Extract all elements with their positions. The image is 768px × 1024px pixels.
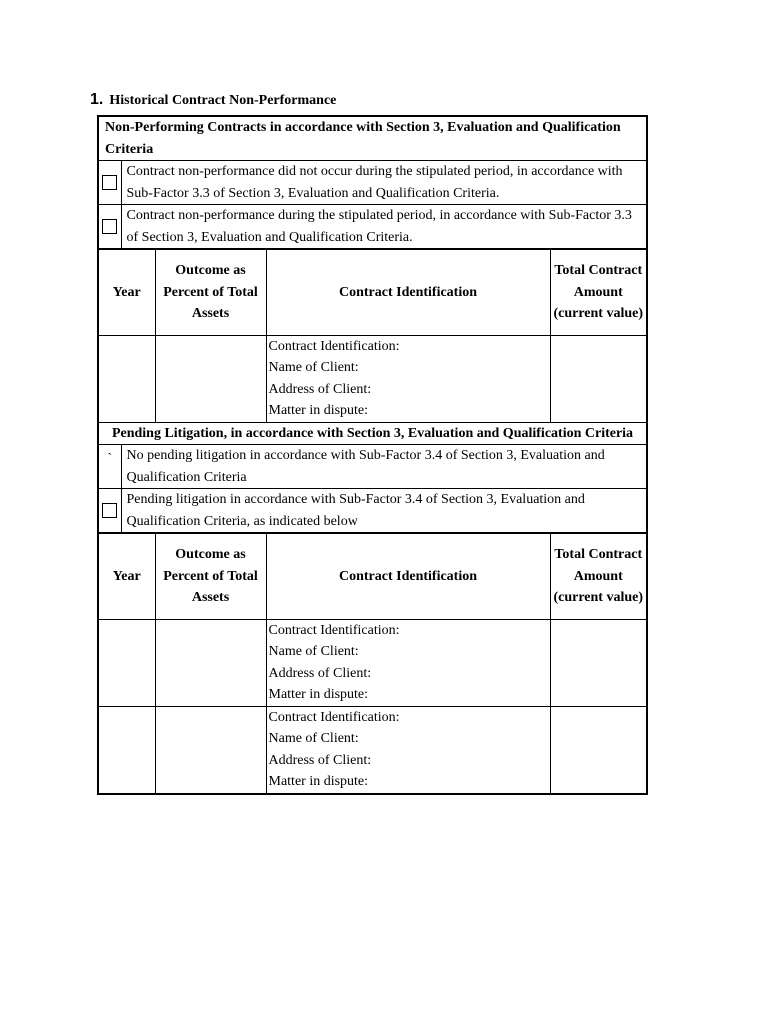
section-number: 1. bbox=[90, 91, 104, 108]
pending-litigation-title-row bbox=[98, 422, 647, 445]
non-performance-occurred-checkbox[interactable] bbox=[102, 219, 117, 234]
total-amount-cell[interactable] bbox=[550, 619, 647, 706]
option-marker: ` bbox=[107, 450, 112, 465]
contract-identification-label: Contract Identification: bbox=[268, 709, 400, 725]
year-cell[interactable] bbox=[98, 619, 155, 706]
outcome-header: Outcome as Percent of Total Assets bbox=[155, 249, 266, 335]
non-performing-title-row bbox=[98, 116, 647, 161]
pending-litigation-text: Pending litigation in accordance with Sub-Factor 3.4 of Section 3, Evaluation and Qualification Criteria, as indicated below bbox=[121, 489, 647, 534]
total-contract-amount-header: Total Contract Amount (current value) bbox=[550, 533, 647, 619]
name-of-client-label: Name of Client: bbox=[268, 644, 359, 659]
option-checkbox-cell bbox=[98, 161, 121, 205]
contract-identification-header: Contract Identification bbox=[266, 533, 550, 619]
table-header-row bbox=[98, 249, 647, 335]
contract-identification-cell[interactable] bbox=[266, 335, 550, 422]
pending-litigation-option-row bbox=[98, 489, 647, 534]
address-of-client-label: Address of Client: bbox=[268, 752, 372, 768]
non-performance-occurred-text: Contract non-performance during the stipulated period, in accordance with Sub-Factor 3.3 of Section 3, Evaluation and Qualification Criteria. bbox=[121, 205, 647, 250]
non-performing-title: Non-Performing Contracts in accordance with Section 3, Evaluation and Qualification Criteria bbox=[98, 116, 647, 161]
address-of-client-label: Address of Client: bbox=[268, 381, 372, 397]
contract-identification-cell[interactable] bbox=[266, 619, 550, 706]
non-performing-option-row bbox=[98, 205, 647, 250]
outcome-cell[interactable] bbox=[155, 706, 266, 794]
non-performance-did-not-occur-checkbox[interactable] bbox=[102, 175, 117, 190]
outcome-cell[interactable] bbox=[155, 335, 266, 422]
section-title: Historical Contract Non-Performance bbox=[109, 93, 337, 108]
year-header: Year bbox=[98, 249, 155, 335]
option-checkbox-cell bbox=[98, 205, 121, 250]
non-performance-did-not-occur-text: Contract non-performance did not occur during the stipulated period, in accordance with Sub-Factor 3.3 of Section 3, Evaluation and Qualification Criteria. bbox=[121, 161, 647, 205]
total-contract-amount-header: Total Contract Amount (current value) bbox=[550, 249, 647, 335]
matter-in-dispute-label: Matter in dispute: bbox=[268, 774, 369, 789]
table-row bbox=[98, 619, 647, 706]
outcome-cell[interactable] bbox=[155, 619, 266, 706]
address-of-client-label: Address of Client: bbox=[268, 665, 372, 681]
contract-identification-header: Contract Identification bbox=[266, 249, 550, 335]
pending-litigation-title: Pending Litigation, in accordance with Section 3, Evaluation and Qualification Criteria bbox=[98, 422, 647, 445]
total-amount-cell[interactable] bbox=[550, 706, 647, 794]
table-row bbox=[98, 335, 647, 422]
matter-in-dispute-label: Matter in dispute: bbox=[268, 687, 369, 702]
total-amount-cell[interactable] bbox=[550, 335, 647, 422]
non-performing-option-row bbox=[98, 161, 647, 205]
name-of-client-label: Name of Client: bbox=[268, 360, 359, 375]
no-pending-litigation-text: No pending litigation in accordance with Sub-Factor 3.4 of Section 3, Evaluation and Qualification Criteria bbox=[121, 445, 647, 489]
table-row bbox=[98, 706, 647, 794]
table-header-row bbox=[98, 533, 647, 619]
year-cell[interactable] bbox=[98, 335, 155, 422]
year-header: Year bbox=[98, 533, 155, 619]
contract-identification-label: Contract Identification: bbox=[268, 622, 400, 638]
section-heading bbox=[90, 91, 336, 109]
name-of-client-label: Name of Client: bbox=[268, 731, 359, 746]
contract-identification-label: Contract Identification: bbox=[268, 338, 400, 354]
contract-non-performance-form bbox=[97, 115, 648, 795]
contract-identification-cell[interactable] bbox=[266, 706, 550, 794]
outcome-header: Outcome as Percent of Total Assets bbox=[155, 533, 266, 619]
option-marker-cell[interactable] bbox=[98, 445, 121, 489]
year-cell[interactable] bbox=[98, 706, 155, 794]
pending-litigation-option-row bbox=[98, 445, 647, 489]
option-checkbox-cell bbox=[98, 489, 121, 534]
matter-in-dispute-label: Matter in dispute: bbox=[268, 403, 369, 418]
pending-litigation-checkbox[interactable] bbox=[102, 503, 117, 518]
